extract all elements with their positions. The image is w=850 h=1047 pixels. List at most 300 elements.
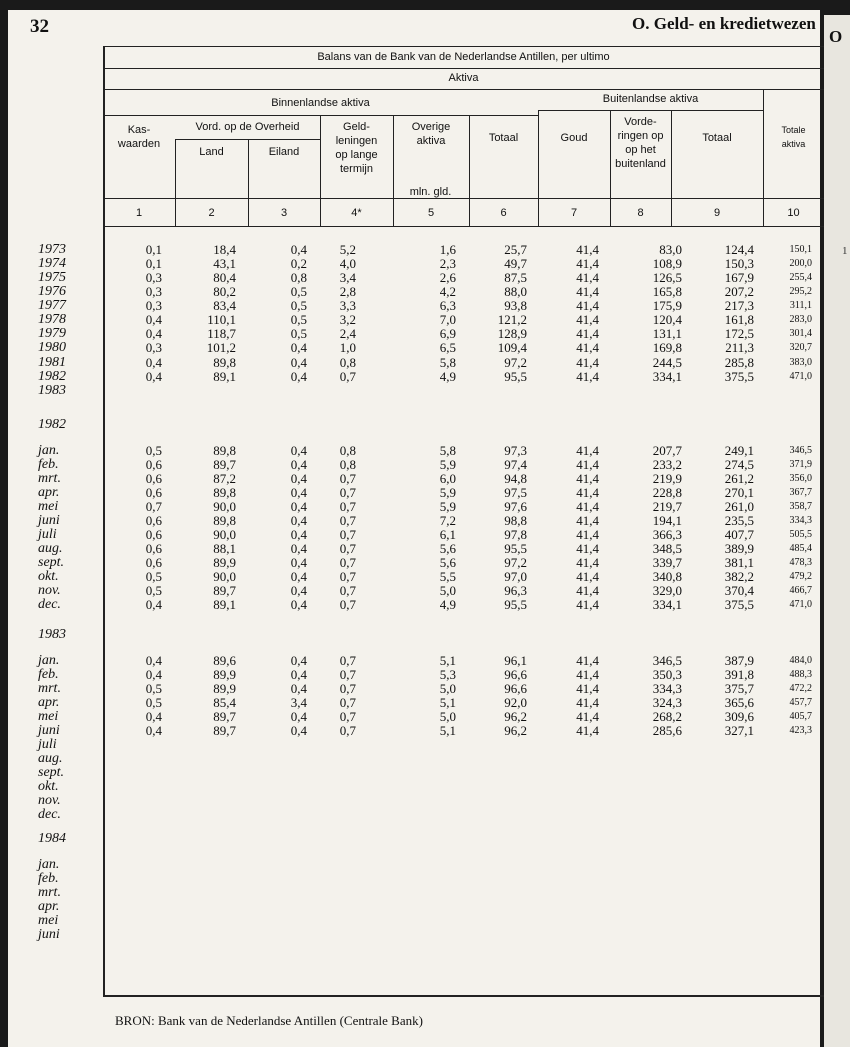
cell-value: 90,0	[213, 527, 236, 542]
cell-value: 41,4	[576, 256, 599, 271]
cell-value: 89,8	[213, 443, 236, 458]
cell-value: 87,5	[504, 270, 527, 285]
cell-value: 383,0	[789, 357, 812, 368]
cell-value: 108,9	[652, 256, 682, 271]
cell-value: 0,7	[339, 555, 356, 570]
cell-value: 0,4	[290, 355, 307, 370]
cell-value: 3,4	[339, 270, 356, 285]
cell-value: 150,3	[724, 256, 754, 271]
cell-value: 0,6	[145, 485, 162, 500]
cell-value: 97,2	[504, 555, 527, 570]
cell-value: 98,8	[504, 513, 527, 528]
row-label: aug.	[38, 751, 63, 766]
column-number-5: 5	[427, 207, 435, 219]
cell-value: 41,4	[576, 355, 599, 370]
row-label: jan.	[38, 443, 60, 458]
row-label: 1983	[38, 627, 66, 642]
cell-value: 0,7	[339, 569, 356, 584]
cell-value: 0,6	[145, 527, 162, 542]
cell-value: 375,7	[724, 681, 754, 696]
cell-value: 89,7	[213, 709, 236, 724]
cell-value: 375,5	[724, 597, 754, 612]
cell-value: 2,4	[339, 326, 356, 341]
cell-value: 389,9	[724, 541, 754, 556]
cell-value: 97,5	[504, 485, 527, 500]
cell-value: 0,6	[145, 471, 162, 486]
cell-value: 0,4	[290, 709, 307, 724]
cell-value: 0,4	[290, 513, 307, 528]
cell-value: 329,0	[652, 583, 682, 598]
cell-value: 478,3	[789, 557, 812, 568]
cell-value: 0,5	[145, 695, 162, 710]
column-header-2: Land	[199, 146, 224, 158]
cell-value: 340,8	[652, 569, 682, 584]
cell-value: 41,4	[576, 723, 599, 738]
cell-value: 92,0	[504, 695, 527, 710]
cell-value: 97,0	[504, 569, 527, 584]
cell-value: 90,0	[213, 569, 236, 584]
row-label: mei	[38, 913, 59, 928]
cell-value: 0,4	[290, 569, 307, 584]
cell-value: 97,2	[504, 355, 527, 370]
cell-value: 0,2	[290, 256, 307, 271]
cell-value: 41,4	[576, 340, 599, 355]
cell-value: 89,7	[213, 723, 236, 738]
cell-value: 471,0	[789, 371, 812, 382]
cell-value: 358,7	[789, 501, 812, 512]
cell-value: 268,2	[652, 709, 682, 724]
column-number-10: 10	[787, 207, 800, 219]
cell-value: 200,0	[789, 258, 812, 269]
cell-value: 93,8	[504, 298, 527, 313]
cell-value: 0,7	[145, 499, 162, 514]
cell-value: 80,4	[213, 270, 236, 285]
cell-value: 0,1	[145, 256, 162, 271]
cell-value: 407,7	[724, 527, 754, 542]
column-header-6: Totaal	[488, 132, 519, 144]
cell-value: 479,2	[789, 571, 812, 582]
cell-value: 375,5	[724, 369, 754, 384]
cell-value: 165,8	[652, 284, 682, 299]
cell-value: 41,4	[576, 457, 599, 472]
cell-value: 0,4	[145, 312, 162, 327]
cell-value: 0,3	[145, 298, 162, 313]
cell-value: 0,6	[145, 457, 162, 472]
cell-value: 3,4	[290, 695, 307, 710]
row-label: feb.	[38, 871, 59, 886]
cell-value: 472,2	[789, 683, 812, 694]
column-divider	[763, 89, 764, 226]
cell-value: 0,4	[290, 369, 307, 384]
column-number-7: 7	[570, 207, 578, 219]
cell-value: 41,4	[576, 583, 599, 598]
rule-title	[103, 68, 824, 69]
row-label: 1976	[38, 284, 66, 299]
cell-value: 207,7	[652, 443, 682, 458]
cell-value: 484,0	[789, 655, 812, 666]
cell-value: 0,4	[145, 709, 162, 724]
cell-value: 5,1	[439, 695, 456, 710]
cell-value: 320,7	[789, 342, 812, 353]
cell-value: 41,4	[576, 667, 599, 682]
cell-value: 0,4	[290, 541, 307, 556]
row-label: 1984	[38, 831, 66, 846]
cell-value: 235,5	[724, 513, 754, 528]
cell-value: 371,9	[789, 459, 812, 470]
cell-value: 207,2	[724, 284, 754, 299]
row-label: juni	[38, 723, 60, 738]
cell-value: 89,8	[213, 485, 236, 500]
cell-value: 381,1	[724, 555, 754, 570]
cell-value: 0,7	[339, 527, 356, 542]
cell-value: 89,1	[213, 597, 236, 612]
cell-value: 356,0	[789, 473, 812, 484]
cell-value: 126,5	[652, 270, 682, 285]
cell-value: 0,3	[145, 284, 162, 299]
cell-value: 2,6	[439, 270, 456, 285]
cell-value: 0,4	[290, 340, 307, 355]
cell-value: 0,7	[339, 695, 356, 710]
rule-aktiva	[103, 89, 824, 90]
row-label: juni	[38, 513, 60, 528]
row-label: juli	[38, 527, 57, 542]
cell-value: 270,1	[724, 485, 754, 500]
cell-value: 382,2	[724, 569, 754, 584]
cell-value: 5,8	[439, 355, 456, 370]
row-label: apr.	[38, 485, 60, 500]
cell-value: 7,0	[439, 312, 456, 327]
cell-value: 488,3	[789, 669, 812, 680]
cell-value: 109,4	[497, 340, 527, 355]
cell-value: 261,0	[724, 499, 754, 514]
cell-value: 5,9	[439, 485, 456, 500]
cell-value: 5,9	[439, 457, 456, 472]
row-label: jan.	[38, 857, 60, 872]
cell-value: 89,9	[213, 667, 236, 682]
cell-value: 90,0	[213, 499, 236, 514]
row-label: 1983	[38, 383, 66, 398]
rule-buiten	[538, 110, 763, 111]
cell-value: 387,9	[724, 653, 754, 668]
cell-value: 5,6	[439, 541, 456, 556]
cell-value: 244,5	[652, 355, 682, 370]
cell-value: 89,7	[213, 583, 236, 598]
cell-value: 128,9	[497, 326, 527, 341]
cell-value: 83,0	[659, 242, 682, 257]
cell-value: 5,2	[339, 242, 356, 257]
cell-value: 0,4	[145, 653, 162, 668]
cell-value: 423,3	[789, 725, 812, 736]
cell-value: 41,4	[576, 597, 599, 612]
cell-value: 89,9	[213, 681, 236, 696]
cell-value: 0,4	[145, 597, 162, 612]
column-header-8: Vorde- ringen op op het buitenland	[615, 116, 666, 170]
cell-value: 350,3	[652, 667, 682, 682]
cell-value: 1,0	[339, 340, 356, 355]
row-label: dec.	[38, 807, 61, 822]
cell-value: 41,4	[576, 513, 599, 528]
cell-value: 6,0	[439, 471, 456, 486]
next-page-fragment: O	[829, 27, 843, 46]
cell-value: 219,9	[652, 471, 682, 486]
row-label: mei	[38, 709, 59, 724]
cell-value: 5,0	[439, 681, 456, 696]
cell-value: 96,6	[504, 667, 527, 682]
cell-value: 167,9	[724, 270, 754, 285]
cell-value: 348,5	[652, 541, 682, 556]
cell-value: 161,8	[724, 312, 754, 327]
cell-value: 4,9	[439, 369, 456, 384]
cell-value: 87,2	[213, 471, 236, 486]
cell-value: 131,1	[652, 326, 682, 341]
cell-value: 41,4	[576, 326, 599, 341]
cell-value: 346,5	[652, 653, 682, 668]
row-label: mrt.	[38, 681, 61, 696]
cell-value: 41,4	[576, 471, 599, 486]
row-label: sept.	[38, 555, 65, 570]
cell-value: 41,4	[576, 312, 599, 327]
row-label: jan.	[38, 653, 60, 668]
cell-value: 295,2	[789, 286, 812, 297]
cell-value: 118,7	[207, 326, 236, 341]
cell-value: 0,7	[339, 653, 356, 668]
row-label: aug.	[38, 541, 63, 556]
cell-value: 0,5	[145, 569, 162, 584]
row-label: juli	[38, 737, 57, 752]
row-label: apr.	[38, 899, 60, 914]
cell-value: 0,7	[339, 583, 356, 598]
row-label: mei	[38, 499, 59, 514]
column-number-6: 6	[500, 207, 507, 219]
cell-value: 5,1	[439, 723, 456, 738]
cell-value: 5,5	[439, 569, 456, 584]
cell-value: 466,7	[789, 585, 812, 596]
cell-value: 0,4	[290, 443, 307, 458]
cell-value: 0,4	[290, 457, 307, 472]
cell-value: 283,0	[789, 314, 812, 325]
cell-value: 0,5	[290, 326, 307, 341]
cell-value: 4,0	[339, 256, 356, 271]
cell-value: 43,1	[213, 256, 236, 271]
cell-value: 211,3	[725, 340, 754, 355]
cell-value: 457,7	[789, 697, 812, 708]
cell-value: 309,6	[724, 709, 754, 724]
rule-colnum-top	[103, 198, 824, 199]
cell-value: 88,1	[213, 541, 236, 556]
cell-value: 0,4	[290, 485, 307, 500]
row-label: 1974	[38, 256, 66, 271]
cell-value: 334,3	[652, 681, 682, 696]
cell-value: 0,4	[290, 681, 307, 696]
row-label: 1979	[38, 326, 66, 341]
cell-value: 41,4	[576, 709, 599, 724]
cell-value: 97,4	[504, 457, 527, 472]
column-number-9: 9	[713, 207, 721, 219]
cell-value: 367,7	[789, 487, 812, 498]
cell-value: 0,4	[290, 723, 307, 738]
row-label: 1982	[38, 369, 66, 384]
cell-value: 0,4	[145, 369, 162, 384]
unit-label: mln. gld.	[409, 186, 452, 198]
row-label: 1982	[38, 417, 66, 432]
cell-value: 175,9	[652, 298, 682, 313]
cell-value: 89,6	[213, 653, 236, 668]
cell-value: 41,4	[576, 555, 599, 570]
cell-value: 41,4	[576, 443, 599, 458]
table-bottom-border	[103, 995, 824, 997]
cell-value: 95,5	[504, 597, 527, 612]
cell-value: 0,4	[145, 326, 162, 341]
cell-value: 96,1	[504, 653, 527, 668]
column-number-2: 2	[208, 207, 215, 219]
cell-value: 0,7	[339, 667, 356, 682]
cell-value: 0,6	[145, 555, 162, 570]
cell-value: 0,4	[290, 583, 307, 598]
column-number-1: 1	[135, 207, 143, 219]
cell-value: 0,4	[290, 667, 307, 682]
cell-value: 346,5	[789, 445, 812, 456]
cell-value: 0,4	[145, 723, 162, 738]
binnenlandse-heading: Binnenlandse aktiva	[271, 97, 370, 109]
cell-value: 0,7	[339, 471, 356, 486]
cell-value: 83,4	[213, 298, 236, 313]
cell-value: 6,1	[439, 527, 456, 542]
row-label: feb.	[38, 667, 59, 682]
cell-value: 0,4	[145, 355, 162, 370]
cell-value: 327,1	[724, 723, 754, 738]
cell-value: 89,9	[213, 555, 236, 570]
cell-value: 261,2	[724, 471, 754, 486]
cell-value: 0,7	[339, 541, 356, 556]
row-label: 1978	[38, 312, 66, 327]
row-label: okt.	[38, 779, 59, 794]
cell-value: 485,4	[789, 543, 812, 554]
column-number-4: 4*	[351, 207, 362, 219]
cell-value: 249,1	[724, 443, 754, 458]
cell-value: 150,1	[789, 244, 812, 255]
cell-value: 334,3	[789, 515, 812, 526]
rule-colnum-bottom	[103, 226, 824, 227]
cell-value: 365,6	[724, 695, 754, 710]
cell-value: 0,4	[290, 471, 307, 486]
cell-value: 6,9	[439, 326, 456, 341]
column-header-5: Overige aktiva	[411, 121, 451, 147]
cell-value: 334,1	[652, 369, 682, 384]
row-label: feb.	[38, 457, 59, 472]
cell-value: 0,7	[339, 723, 356, 738]
cell-value: 5,0	[439, 709, 456, 724]
cell-value: 228,8	[652, 485, 682, 500]
cell-value: 0,7	[339, 597, 356, 612]
aktiva-heading: Aktiva	[448, 72, 479, 84]
cell-value: 41,4	[576, 485, 599, 500]
cell-value: 3,3	[339, 298, 356, 313]
cell-value: 274,5	[724, 457, 754, 472]
row-label: 1977	[38, 298, 66, 313]
cell-value: 41,4	[576, 284, 599, 299]
cell-value: 5,8	[439, 443, 456, 458]
cell-value: 89,8	[213, 355, 236, 370]
cell-value: 89,7	[213, 457, 236, 472]
cell-value: 366,3	[652, 527, 682, 542]
column-header-4: Geld- leningen op lange termijn	[335, 121, 378, 175]
row-label: nov.	[38, 793, 61, 808]
cell-value: 97,8	[504, 527, 527, 542]
cell-value: 285,8	[724, 355, 754, 370]
row-label: dec.	[38, 597, 61, 612]
cell-value: 5,0	[439, 583, 456, 598]
cell-value: 0,4	[290, 242, 307, 257]
table-title: Balans van de Bank van de Nederlandse Antillen, per ultimo	[317, 51, 610, 63]
cell-value: 0,8	[339, 457, 356, 472]
cell-value: 301,4	[789, 328, 812, 339]
cell-value: 0,3	[145, 270, 162, 285]
cell-value: 110,1	[207, 312, 236, 327]
cell-value: 505,5	[789, 529, 812, 540]
cell-value: 217,3	[724, 298, 754, 313]
cell-value: 169,8	[652, 340, 682, 355]
cell-value: 41,4	[576, 653, 599, 668]
cell-value: 41,4	[576, 369, 599, 384]
cell-value: 97,3	[504, 443, 527, 458]
cell-value: 311,1	[789, 300, 812, 311]
cell-value: 255,4	[789, 272, 812, 283]
cell-value: 0,4	[290, 499, 307, 514]
cell-value: 7,2	[439, 513, 456, 528]
cell-value: 41,4	[576, 499, 599, 514]
cell-value: 0,5	[290, 298, 307, 313]
cell-value: 18,4	[213, 242, 236, 257]
row-label: apr.	[38, 695, 60, 710]
row-label: 1973	[38, 242, 66, 257]
cell-value: 96,2	[504, 723, 527, 738]
column-number-8: 8	[637, 207, 644, 219]
cell-value: 89,1	[213, 369, 236, 384]
column-header-1: Kas- waarden	[117, 124, 161, 150]
row-label: nov.	[38, 583, 61, 598]
cell-value: 80,2	[213, 284, 236, 299]
cell-value: 0,5	[145, 443, 162, 458]
cell-value: 2,3	[439, 256, 456, 271]
cell-value: 41,4	[576, 695, 599, 710]
cell-value: 3,2	[339, 312, 356, 327]
cell-value: 0,7	[339, 369, 356, 384]
cell-value: 0,8	[339, 443, 356, 458]
cell-value: 124,4	[724, 242, 754, 257]
cell-value: 96,2	[504, 709, 527, 724]
cell-value: 88,0	[504, 284, 527, 299]
row-label: sept.	[38, 765, 65, 780]
cell-value: 0,4	[290, 597, 307, 612]
cell-value: 5,3	[439, 667, 456, 682]
cell-value: 233,2	[652, 457, 682, 472]
cell-value: 89,8	[213, 513, 236, 528]
cell-value: 5,9	[439, 499, 456, 514]
row-label: mrt.	[38, 471, 61, 486]
cell-value: 41,4	[576, 681, 599, 696]
row-label: 1981	[38, 355, 66, 370]
cell-value: 0,7	[339, 485, 356, 500]
row-label: 1975	[38, 270, 66, 285]
row-label: juni	[38, 927, 60, 942]
cell-value: 41,4	[576, 242, 599, 257]
cell-value: 4,9	[439, 597, 456, 612]
cell-value: 96,3	[504, 583, 527, 598]
cell-value: 334,1	[652, 597, 682, 612]
cell-value: 49,7	[504, 256, 527, 271]
column-header-9: Totaal	[702, 132, 732, 144]
cell-value: 0,6	[145, 541, 162, 556]
